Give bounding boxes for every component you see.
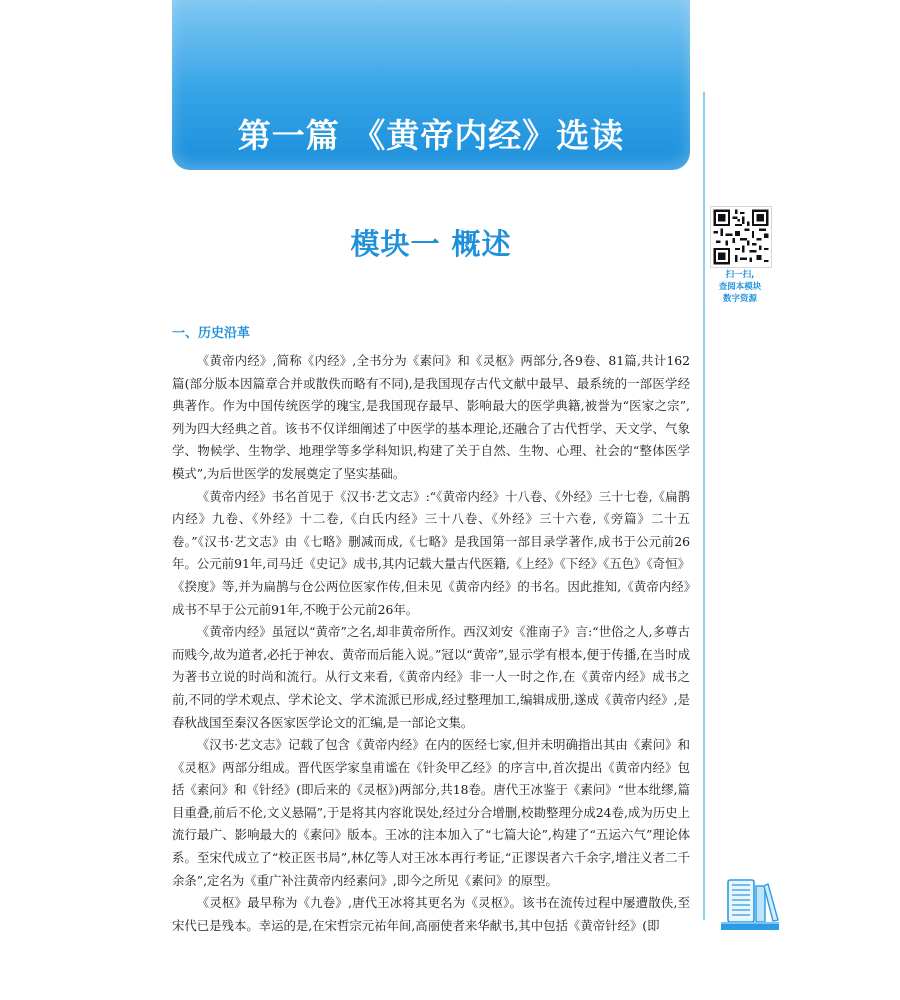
paragraph: 《汉书·艺文志》记载了包含《黄帝内经》在内的医经七家,但并未明确指出其由《素问》和《灵枢》两部分组成。晋代医学家皇甫谧在《针灸甲乙经》的序言中,首次提出《黄帝内经》包括《素问》和《针经》(即后来的《灵枢》)两部分,共18卷。唐代王冰鉴于《素问》“世本纰缪,篇目重叠,前后不伦,文义悬隔”,于是将其内容讹误处,经过分合增删,校勘整理分成24卷,成为历史上流行最广、影响最大的《素问》版本。王冰的注本加入了“七篇大论”,构建了“五运六气”理论体系。至宋代成立了“校正医书局”,林亿等人对王冰本再行考证,“正谬误者六千余字,增注义者二千余条”,定名为《重广补注黄帝内经素问》,即今之所见《素问》的原型。	[172, 737, 690, 888]
qr-caption-line: 数字资源	[722, 294, 757, 304]
margin-rule	[703, 92, 705, 920]
paragraph: 《黄帝内经》虽冠以“黄帝”之名,却非黄帝所作。西汉刘安《淮南子》言:“世俗之人,多尊古而贱今,故为道者,必托于神农、黄帝而后能入说。”冠以“黄帝”,显示学有根本,便于传播,在当时成为著书立说的时尚和流行。从行文来看,《黄帝内经》非一人一时之作,在《黄帝内经》成书之前,不同的学术观点、学术论文、学术流派已形成,经过整理加工,编辑成册,遂成《黄帝内经》,是春秋战国至秦汉各医家医学论文的汇编,是一部论文集。	[172, 624, 690, 730]
section-heading: 一、历史沿革	[172, 326, 251, 341]
paragraph: 《黄帝内经》书名首见于《汉书·艺文志》:“《黄帝内经》十八卷、《外经》三十七卷,《扁鹊内经》九卷、《外经》十二卷,《白氏内经》三十八卷、《外经》三十六卷,《旁篇》二十五卷。”《汉书·艺文志》由《七略》删减而成,《七略》是我国第一部目录学著作,成书于公元前26年。公元前91年,司马迁《史记》成书,其内记载大量古代医籍,《上经》《下经》《五色》《奇恒》《揆度》等,并为扁鹊与仓公两位医家作传,但未见《黄帝内经》的书名。因此推知,《黄帝内经》成书不早于公元前91年,不晚于公元前26年。	[172, 488, 690, 617]
books-icon	[718, 876, 782, 934]
qr-code-icon[interactable]	[710, 206, 772, 268]
paragraph: 《黄帝内经》,简称《内经》,全书分为《素问》和《灵枢》两部分,各9卷、81篇,共计162篇(部分版本因篇章合并或散佚而略有不同),是我国现存古代文献中最早、最系统的一部医学经典著作。作为中国传统医学的瑰宝,是我国现存最早、影响最大的医学典籍,被誉为“医家之宗”,列为四大经典之首。该书不仅详细阐述了中医学的基本理论,还融合了古代哲学、天文学、气象学、物候学、生物学、地理学等多学科知识,构建了关于自然、生物、心理、社会的“整体医学模式”,为后世医学的发展奠定了坚实基础。	[172, 353, 690, 481]
module-title: 模块一 概述	[350, 227, 512, 261]
paragraph: 《灵枢》最早称为《九卷》,唐代王冰将其更名为《灵枢》。该书在流传过程中屡遭散佚,至宋代已是残本。幸运的是,在宋哲宗元祐年间,高丽使者来华献书,其中包括《黄帝针经》(即	[172, 895, 690, 933]
qr-caption	[704, 269, 776, 305]
part-title: 第一篇 《黄帝内经》选读	[237, 116, 625, 155]
qr-caption-line: 查阅本模块	[718, 282, 762, 292]
qr-caption-line: 扫一扫,	[725, 270, 755, 280]
body-text	[172, 350, 690, 937]
